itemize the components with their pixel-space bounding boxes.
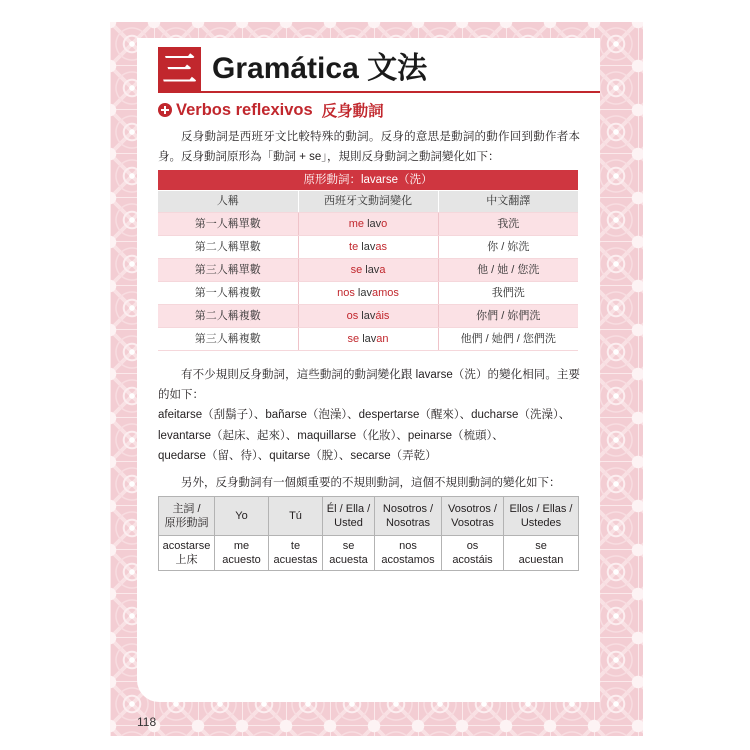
table-header-row <box>159 497 579 536</box>
person-cell: 第二人稱複數 <box>158 304 298 327</box>
conjugation-cell <box>269 536 323 571</box>
subheading-spanish: Verbos reflexivos <box>176 100 313 119</box>
verb-stem: lav <box>362 332 377 345</box>
table-body <box>158 170 578 350</box>
header-cell-el-ella-usted <box>323 497 375 536</box>
translation-cell: 你們 / 妳們洗 <box>438 304 578 327</box>
header-translation: 中文翻譯 <box>438 190 578 212</box>
list-item: levantarse（起床、起來）、maquillarse（化妝）、peinarse（梳頭）、 <box>158 429 504 442</box>
cell-line: acuesta <box>329 554 368 566</box>
header-cell-subject-infinitive <box>159 497 215 536</box>
irregular-verb-paragraph: 另外，反身動詞有一個頗重要的不規則動詞，這個不規則動詞的變化如下： <box>181 477 561 489</box>
section-title-underline <box>201 91 600 93</box>
table-title-row <box>158 170 578 190</box>
table-row <box>159 536 579 571</box>
conjugation-cell <box>298 281 438 304</box>
cell-line: acostáis <box>452 554 493 566</box>
table-body <box>159 497 579 571</box>
header-cell-ellos-ellas-ustedes <box>504 497 579 536</box>
verb-stem: lav <box>361 309 376 322</box>
verb-ending: amos <box>371 286 399 299</box>
reflexive-pronoun: me <box>348 217 365 230</box>
subheading <box>158 99 384 121</box>
person-cell: 第三人稱單數 <box>158 258 298 281</box>
translation-cell: 他們 / 她們 / 您們洗 <box>438 327 578 350</box>
translation-cell: 你 / 妳洗 <box>438 235 578 258</box>
reflexive-pronoun: nos <box>337 286 355 299</box>
conjugation-cell <box>215 536 269 571</box>
table-row <box>158 304 578 327</box>
header-line: Ellos / Ellas / <box>509 503 573 515</box>
person-cell: 第三人稱複數 <box>158 327 298 350</box>
cell-line: acuesto <box>222 554 261 566</box>
header-line: Vosotros / <box>448 503 497 515</box>
section-number: 三 <box>162 51 197 89</box>
table-row <box>158 235 578 258</box>
table-row <box>158 281 578 304</box>
header-cell-tu <box>269 497 323 536</box>
cell-line: acuestas <box>273 554 318 566</box>
cell-line: acostamos <box>381 554 435 566</box>
header-cell-yo <box>215 497 269 536</box>
conjugation-cell <box>298 304 438 327</box>
regular-verbs-list <box>158 405 570 467</box>
header-line: Usted <box>334 517 363 529</box>
translation-cell: 我們洗 <box>438 281 578 304</box>
person-cell: 第二人稱單數 <box>158 235 298 258</box>
intro-paragraph: 反身動詞是西班牙文比較特殊的動詞。反身的意思是動詞的動作回到動作者本身。反身動詞原形為「動詞 + se」，規則反身動詞之動詞變化如下： <box>158 131 580 163</box>
section-title: Gramática 文法 <box>212 52 428 85</box>
reflexive-pronoun: te <box>349 240 359 253</box>
lavarse-conjugation-table <box>158 170 578 351</box>
regular-verbs-paragraph: 有不少規則反身動詞，這些動詞的動詞變化跟 lavarse（洗）的變化相同。主要的如下： <box>158 369 580 401</box>
list-item: afeitarse（刮鬍子）、bañarse（泡澡）、despertarse（醒來）、ducharse（洗澡）、 <box>158 409 571 421</box>
header-line: Yo <box>235 510 248 522</box>
header-line: Ustedes <box>520 517 562 529</box>
cell-line: acostarse <box>162 540 211 552</box>
header-line: Vosotras <box>451 517 494 529</box>
header-person: 人稱 <box>158 190 298 212</box>
conjugation-cell <box>298 258 438 281</box>
conjugation-cell <box>504 536 579 571</box>
header-line: Nosotras <box>385 517 431 529</box>
conjugation-cell <box>323 536 375 571</box>
verb-ending: áis <box>375 309 390 322</box>
conjugation-cell <box>442 536 504 571</box>
cell-line: me <box>233 540 250 552</box>
conjugation-cell <box>375 536 442 571</box>
verb-ending: as <box>375 240 387 253</box>
header-conjugation: 西班牙文動詞變化 <box>298 190 438 212</box>
header-line: Nosotros / <box>382 503 434 515</box>
verb-ending: o <box>381 217 388 230</box>
table-title: 原形動詞：lavarse（洗） <box>158 170 578 190</box>
list-item: quedarse（留、待）、quitarse（脫）、secarse（弄乾） <box>158 450 437 463</box>
person-cell: 第一人稱複數 <box>158 281 298 304</box>
table-header-row <box>158 190 578 212</box>
cell-line: nos <box>399 540 417 552</box>
cell-line: te <box>290 540 301 552</box>
person-cell: 第一人稱單數 <box>158 212 298 235</box>
cell-line: se <box>535 540 547 552</box>
verb-stem: lav <box>357 286 372 299</box>
conjugation-cell <box>298 327 438 350</box>
subheading-chinese: 反身動詞 <box>321 103 384 120</box>
verb-stem: lav <box>367 217 382 230</box>
translation-cell: 他 / 她 / 您洗 <box>438 258 578 281</box>
reflexive-pronoun: se <box>350 263 363 276</box>
header-cell-nosotros <box>375 497 442 536</box>
plus-circle-icon <box>158 103 172 117</box>
infinitive-cell <box>159 536 215 571</box>
cell-line: 上床 <box>175 554 198 566</box>
reflexive-pronoun: se <box>347 332 360 345</box>
cell-line: acuestan <box>518 554 564 566</box>
table-row <box>158 258 578 281</box>
header-cell-vosotros <box>442 497 504 536</box>
conjugation-cell <box>298 235 438 258</box>
reflexive-pronoun: os <box>346 309 359 322</box>
page-number: 118 <box>137 715 157 729</box>
acostarse-conjugation-table <box>158 496 579 571</box>
cell-line: os <box>466 540 479 552</box>
translation-cell: 我洗 <box>438 212 578 235</box>
header-line: Tú <box>289 510 302 522</box>
section-number-badge <box>158 47 201 93</box>
header-line: 主詞 / <box>172 503 201 515</box>
header-line: 原形動詞 <box>164 517 209 529</box>
header-line: Él / Ella / <box>326 503 371 515</box>
verb-stem: lav <box>365 263 380 276</box>
conjugation-cell <box>298 212 438 235</box>
verb-stem: lav <box>361 240 376 253</box>
table-row <box>158 327 578 350</box>
verb-ending: a <box>379 263 386 276</box>
table-row <box>158 212 578 235</box>
cell-line: se <box>342 540 355 552</box>
verb-ending: an <box>376 332 389 345</box>
